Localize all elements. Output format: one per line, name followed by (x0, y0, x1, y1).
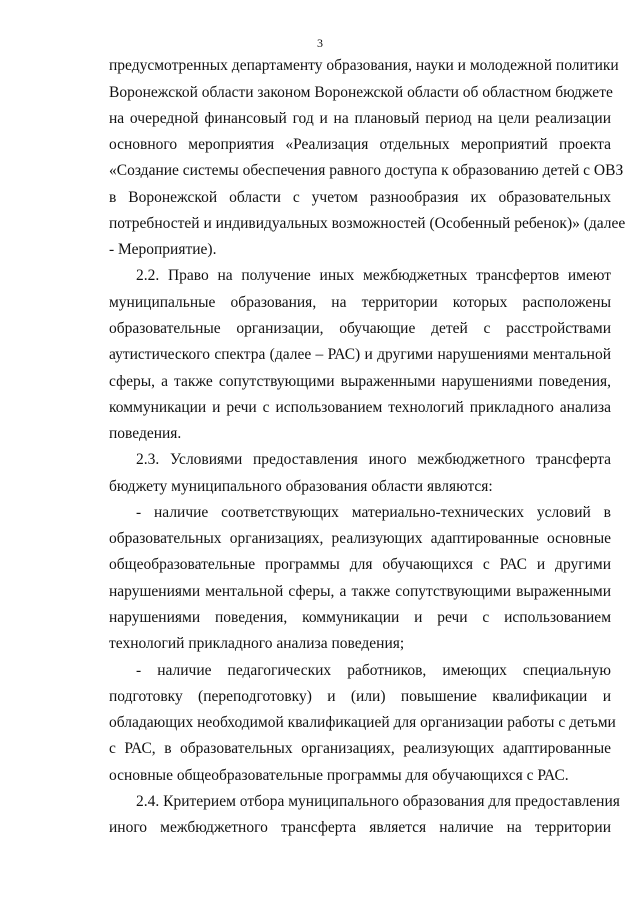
text-line: образовательные организации, обучающие детей с расстройствами (109, 320, 611, 337)
text-line: предусмотренных департаменту образования, науки и молодежной политики (109, 57, 619, 74)
text-line: обладающих необходимой квалификацией для организации работы с детьми (109, 714, 616, 731)
text-line: основные общеобразовательные программы для обучающихся с РАС. (109, 767, 569, 784)
page-number: 3 (317, 36, 323, 50)
text-line: нарушениями поведения, коммуникации и речи с использованием (109, 609, 611, 626)
text-line: - наличие соответствующих материально-технических условий в (136, 504, 611, 521)
text-line: коммуникации и речи с использованием технологий прикладного анализа (109, 399, 611, 416)
text-line: на очередной финансовый год и на плановый период на цели реализации (109, 110, 611, 127)
text-line: муниципальные образования, на территории которых расположены (109, 294, 611, 311)
text-line: «Создание системы обеспечения равного доступа к образованию детей с ОВЗ (109, 162, 624, 179)
text-line: Воронежской области законом Воронежской области об областном бюджете (109, 84, 613, 101)
text-line: образовательных организациях, реализующих адаптированные основные (109, 530, 611, 547)
text-line: сферы, а также сопутствующими выраженными нарушениями поведения, (109, 373, 611, 390)
text-line: 2.2. Право на получение иных межбюджетных трансфертов имеют (136, 267, 611, 284)
text-line: с РАС, в образовательных организациях, реализующих адаптированные (109, 740, 611, 757)
text-line: иного межбюджетного трансферта является наличие на территории (109, 819, 611, 836)
text-line: основного мероприятия «Реализация отдельных мероприятий проекта (109, 136, 611, 153)
text-line: бюджету муниципального образования области являются: (109, 478, 493, 495)
text-line: в Воронежской области с учетом разнообразия их образовательных (109, 189, 611, 206)
text-line: - Мероприятие). (109, 241, 217, 258)
text-line: нарушениями ментальной сферы, а также сопутствующими выраженными (109, 583, 611, 600)
text-line: - наличие педагогических работников, имеющих специальную (136, 662, 611, 679)
text-line: поведения. (109, 425, 182, 442)
text-line: общеобразовательные программы для обучающихся с РАС и другими (109, 556, 611, 573)
text-line: 2.3. Условиями предоставления иного межбюджетного трансферта (136, 451, 611, 468)
text-line: подготовку (переподготовку) и (или) повышение квалификации и (109, 688, 611, 705)
text-line: технологий прикладного анализа поведения; (109, 635, 405, 652)
text-line: потребностей и индивидуальных возможностей (Особенный ребенок)» (далее (109, 215, 626, 232)
text-line: аутистического спектра (далее – РАС) и другими нарушениями ментальной (109, 346, 611, 363)
text-line: 2.4. Критерием отбора муниципального образования для предоставления (136, 793, 620, 810)
